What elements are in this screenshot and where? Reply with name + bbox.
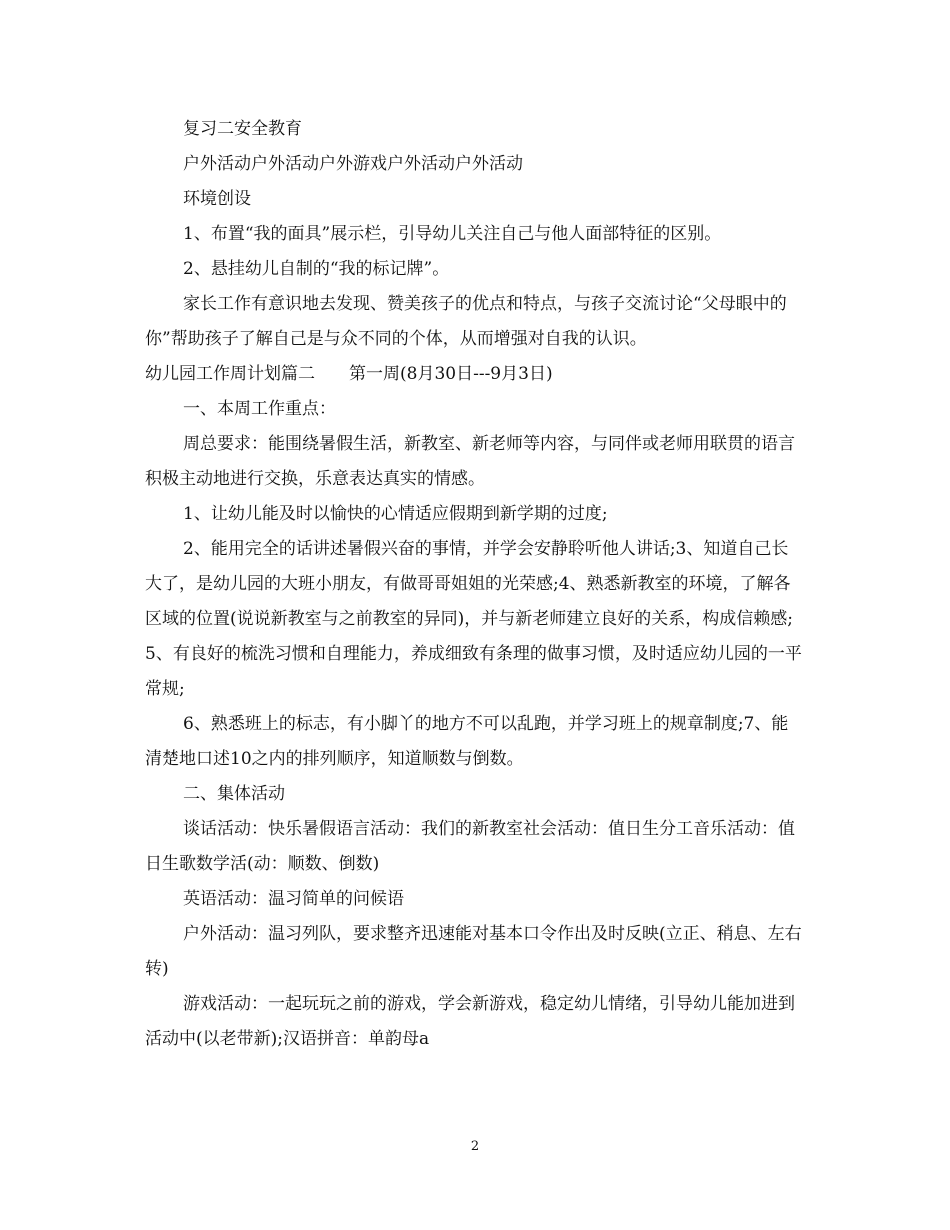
page-number: 2 (470, 1139, 480, 1154)
paragraph-environment-heading: 环境创设 (183, 189, 251, 209)
paragraph-english-activity: 英语活动：温习简单的问候语 (183, 889, 404, 909)
paragraph-outdoor-activity: 户外活动：温习列队，要求整齐迅速能对基本口令作出及时反映(立正、稍息、左右转) (145, 924, 802, 979)
paragraph-goals-6-7: 6、熟悉班上的标志，有小脚丫的地方不可以乱跑，并学习班上的规章制度;7、能清楚地口述10之内的排列顺序，知道顺数与倒数。 (145, 714, 789, 769)
paragraph-goals-2-5: 2、能用完全的话讲述暑假兴奋的事情，并学会安静聆听他人讲话;3、知道自己长大了，是幼儿园的大班小朋友，有做哥哥姐姐的光荣感;4、熟悉新教室的环境，了解各区域的位置(说说新教室与之前教室的异同)，并与新老师建立良好的关系，构成信赖感;5、有良好的梳洗习惯和自理能力，养成细致有条理的做事习惯，及时适应幼儿园的一平常规; (145, 539, 802, 699)
paragraph-environment-item-2: 2、悬挂幼儿自制的“我的标记牌”。 (183, 259, 450, 279)
paragraph-goal-1: 1、让幼儿能及时以愉快的心情适应假期到新学期的过度; (183, 504, 608, 524)
document-body (145, 112, 805, 1057)
section-title-plan-two: 幼儿园工作周计划篇二 第一周(8月30日---9月3日) (145, 364, 553, 384)
paragraph-review-safety: 复习二安全教育 (183, 119, 302, 139)
paragraph-environment-item-1: 1、布置“我的面具”展示栏，引导幼儿关注自己与他人面部特征的区别。 (183, 224, 722, 244)
paragraph-parent-work: 家长工作有意识地去发现、赞美孩子的优点和特点，与孩子交流讨论“父母眼中的你”帮助孩子了解自己是与众不同的个体，从而增强对自我的认识。 (145, 294, 787, 349)
paragraph-game-activity: 游戏活动：一起玩玩之前的游戏，学会新游戏，稳定幼儿情绪，引导幼儿能加进到活动中(以老带新);汉语拼音：单韵母a (145, 994, 795, 1049)
heading-weekly-focus: 一、本周工作重点： (183, 399, 336, 419)
paragraph-outdoor-activities: 户外活动户外活动户外游戏户外活动户外活动 (183, 154, 523, 174)
heading-group-activities: 二、集体活动 (183, 784, 285, 804)
paragraph-general-requirement: 周总要求：能围绕暑假生活，新教室、新老师等内容，与同伴或老师用联贯的语言积极主动地进行交换，乐意表达真实的情感。 (145, 434, 795, 489)
paragraph-talk-activities: 谈话活动：快乐暑假语言活动：我们的新教室社会活动：值日生分工音乐活动：值日生歌数学活(动：顺数、倒数) (145, 819, 795, 874)
